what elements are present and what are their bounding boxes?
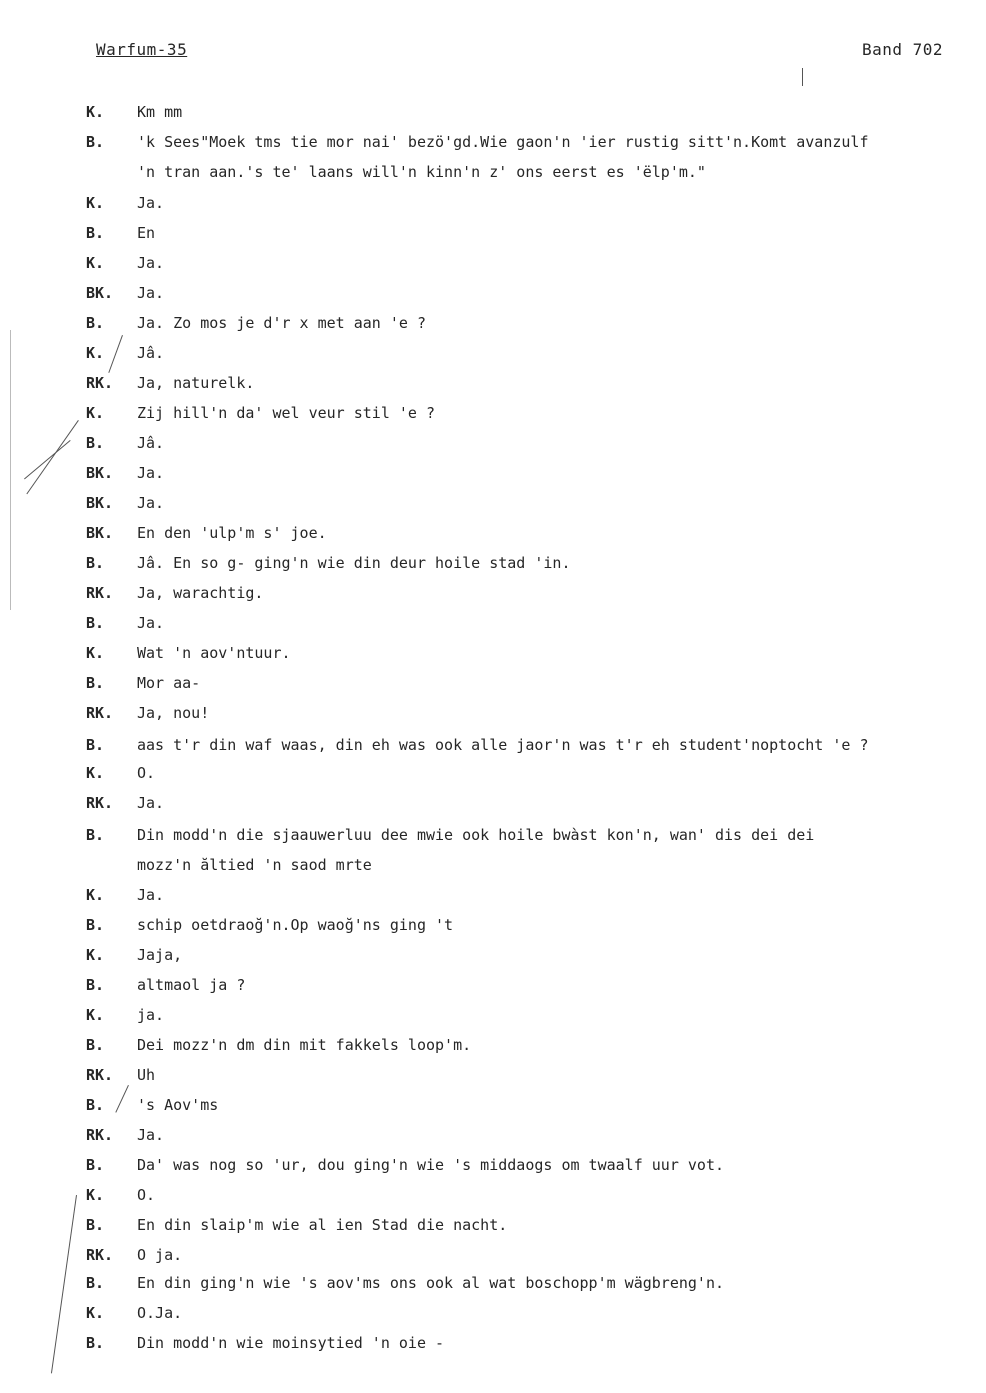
- speaker-label: B.: [86, 554, 105, 572]
- transcript-line: [0, 758, 986, 788]
- transcript-line: [0, 428, 986, 458]
- speaker-label: BK.: [86, 494, 114, 512]
- utterance-text: aas t'r din waf waas, din eh was ook alle jaor'n was t'r eh student'noptocht 'e ?: [137, 736, 869, 754]
- speaker-label: B.: [86, 1036, 105, 1054]
- utterance-text: Mor aa-: [137, 674, 201, 692]
- utterance-text: 's Aov'ms: [137, 1096, 219, 1114]
- utterance-text: Jaja,: [137, 946, 183, 964]
- transcript-line: [0, 880, 986, 910]
- utterance-text: Uh: [137, 1066, 156, 1084]
- speaker-label: B.: [86, 1096, 105, 1114]
- transcript-line: [0, 788, 986, 818]
- transcript-line: [0, 97, 986, 127]
- transcript-line: [0, 157, 986, 187]
- utterance-text: schip oetdraoğ'n.Op waoğ'ns ging 't: [137, 916, 454, 934]
- speaker-label: K.: [86, 1006, 105, 1024]
- utterance-text: Jâ.: [137, 434, 165, 452]
- utterance-text: Ja. Zo mos je d'r x met aan 'e ?: [137, 314, 426, 332]
- speaker-label: B.: [86, 826, 105, 844]
- transcript-line: [0, 188, 986, 218]
- transcript-line: [0, 518, 986, 548]
- transcript-line: [0, 1030, 986, 1060]
- transcript-line: [0, 398, 986, 428]
- speaker-label: K.: [86, 764, 105, 782]
- utterance-text: O.Ja.: [137, 1304, 183, 1322]
- transcript-line: [0, 1210, 986, 1240]
- speaker-label: B.: [86, 1216, 105, 1234]
- speaker-label: B.: [86, 434, 105, 452]
- utterance-text: ja.: [137, 1006, 165, 1024]
- utterance-text: Zij hill'n da' wel veur stil 'e ?: [137, 404, 436, 422]
- speaker-label: K.: [86, 946, 105, 964]
- utterance-text: Jâ.: [137, 344, 165, 362]
- utterance-text: Ja, warachtig.: [137, 584, 264, 602]
- utterance-text: Km mm: [137, 103, 183, 121]
- utterance-text: mozz'n ăltied 'n saod mrte: [137, 856, 372, 874]
- transcript-line: [0, 1090, 986, 1120]
- speaker-label: B.: [86, 1274, 105, 1292]
- speaker-label: K.: [86, 644, 105, 662]
- utterance-text: En: [137, 224, 156, 242]
- transcript-line: [0, 458, 986, 488]
- speaker-label: B.: [86, 614, 105, 632]
- utterance-text: En din slaip'm wie al ien Stad die nacht.: [137, 1216, 508, 1234]
- page-header-right: Band 702: [862, 40, 944, 59]
- transcript-line: [0, 730, 986, 760]
- utterance-text: Wat 'n aov'ntuur.: [137, 644, 291, 662]
- speaker-label: K.: [86, 404, 105, 422]
- speaker-label: K.: [86, 344, 105, 362]
- utterance-text: Ja, nou!: [137, 704, 210, 722]
- transcript-line: [0, 1328, 986, 1358]
- speaker-label: B.: [86, 976, 105, 994]
- transcript-line: [0, 608, 986, 638]
- utterance-text: 'n tran aan.'s te' laans will'n kinn'n z' ons eerst es 'ëlp'm.": [137, 163, 706, 181]
- transcript-line: [0, 338, 986, 368]
- utterance-text: En din ging'n wie 's aov'ms ons ook al wat boschopp'm wägbreng'n.: [137, 1274, 724, 1292]
- utterance-text: En den 'ulp'm s' joe.: [137, 524, 327, 542]
- utterance-text: Din modd'n die sjaauwerluu dee mwie ook hoile bwàst kon'n, wan' dis dei dei: [137, 826, 815, 844]
- utterance-text: Dei mozz'n dm din mit fakkels loop'm.: [137, 1036, 472, 1054]
- utterance-text: O.: [137, 1186, 156, 1204]
- utterance-text: Jâ. En so g- ging'n wie din deur hoile stad 'in.: [137, 554, 571, 572]
- speaker-label: BK.: [86, 284, 114, 302]
- transcript-line: [0, 1240, 986, 1270]
- utterance-text: Da' was nog so 'ur, dou ging'n wie 's middaogs om twaalf uur vot.: [137, 1156, 724, 1174]
- transcript-line: [0, 1000, 986, 1030]
- utterance-text: Ja.: [137, 194, 165, 212]
- utterance-text: altmaol ja ?: [137, 976, 246, 994]
- utterance-text: Ja.: [137, 794, 165, 812]
- speaker-label: BK.: [86, 524, 114, 542]
- utterance-text: Ja.: [137, 254, 165, 272]
- speaker-label: RK.: [86, 1246, 114, 1264]
- transcript-line: [0, 248, 986, 278]
- transcript-line: [0, 638, 986, 668]
- page-header-left: Warfum-35: [96, 40, 188, 59]
- speaker-label: BK.: [86, 464, 114, 482]
- speaker-label: K.: [86, 886, 105, 904]
- transcript-line: [0, 578, 986, 608]
- speaker-label: RK.: [86, 704, 114, 722]
- speaker-label: B.: [86, 133, 105, 151]
- speaker-label: B.: [86, 1156, 105, 1174]
- margin-pen-stroke: [10, 330, 11, 610]
- speaker-label: K.: [86, 254, 105, 272]
- transcript-line: [0, 218, 986, 248]
- transcript-line: [0, 1060, 986, 1090]
- speaker-label: B.: [86, 224, 105, 242]
- margin-pen-stroke: [802, 68, 803, 86]
- utterance-text: Ja.: [137, 886, 165, 904]
- speaker-label: RK.: [86, 374, 114, 392]
- transcript-line: [0, 820, 986, 850]
- transcript-line: [0, 1268, 986, 1298]
- utterance-text: Ja, naturelk.: [137, 374, 255, 392]
- speaker-label: RK.: [86, 1066, 114, 1084]
- speaker-label: K.: [86, 103, 105, 121]
- transcript-line: [0, 308, 986, 338]
- utterance-text: 'k Sees"Moek tms tie mor nai' bezö'gd.Wie gaon'n 'ier rustig sitt'n.Komt avanzulf: [137, 133, 869, 151]
- utterance-text: Ja.: [137, 1126, 165, 1144]
- utterance-text: Ja.: [137, 494, 165, 512]
- speaker-label: K.: [86, 1186, 105, 1204]
- speaker-label: K.: [86, 1304, 105, 1322]
- transcript-line: [0, 668, 986, 698]
- speaker-label: RK.: [86, 1126, 114, 1144]
- transcript-line: [0, 940, 986, 970]
- speaker-label: B.: [86, 736, 105, 754]
- transcript-line: [0, 278, 986, 308]
- transcript-line: [0, 1150, 986, 1180]
- transcript-line: [0, 698, 986, 728]
- transcript-line: [0, 970, 986, 1000]
- utterance-text: Ja.: [137, 614, 165, 632]
- transcript-line: [0, 548, 986, 578]
- utterance-text: O.: [137, 764, 156, 782]
- transcript-line: [0, 488, 986, 518]
- transcript-line: [0, 127, 986, 157]
- transcript-line: [0, 1120, 986, 1150]
- speaker-label: B.: [86, 1334, 105, 1352]
- speaker-label: RK.: [86, 584, 114, 602]
- transcript-line: [0, 1180, 986, 1210]
- utterance-text: O ja.: [137, 1246, 183, 1264]
- transcript-line: [0, 910, 986, 940]
- speaker-label: K.: [86, 194, 105, 212]
- utterance-text: Ja.: [137, 464, 165, 482]
- speaker-label: B.: [86, 674, 105, 692]
- utterance-text: Ja.: [137, 284, 165, 302]
- speaker-label: B.: [86, 916, 105, 934]
- transcript-line: [0, 368, 986, 398]
- speaker-label: B.: [86, 314, 105, 332]
- transcript-line: [0, 850, 986, 880]
- speaker-label: RK.: [86, 794, 114, 812]
- transcript-line: [0, 1298, 986, 1328]
- utterance-text: Din modd'n wie moinsytied 'n oie -: [137, 1334, 445, 1352]
